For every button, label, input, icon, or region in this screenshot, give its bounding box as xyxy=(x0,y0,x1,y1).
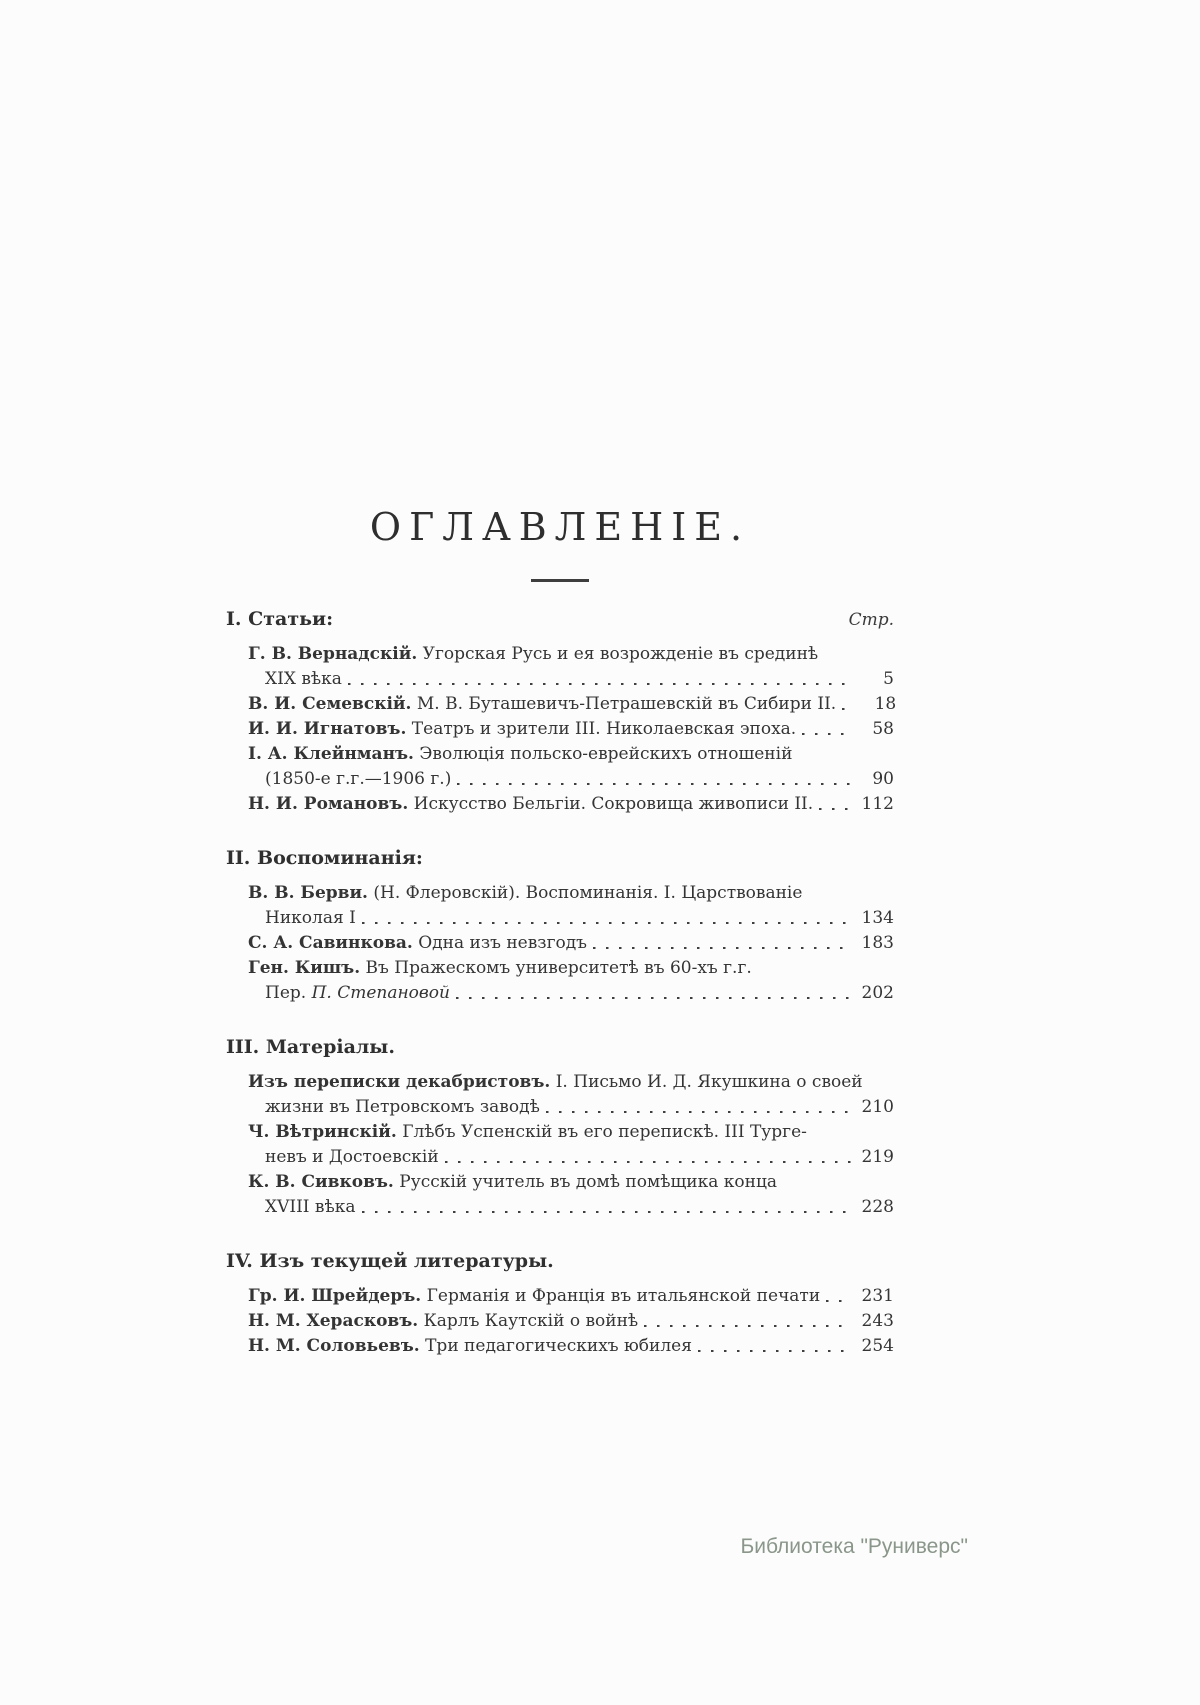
entries-list xyxy=(248,642,897,817)
dot-leader xyxy=(802,733,852,736)
entry-author: I. А. Клейнманъ. xyxy=(248,744,414,764)
entry-title: Русскій учитель въ домѣ помѣщика конца xyxy=(399,1172,778,1192)
entry-title: (Н. Флеровскій). Воспоминанія. I. Царствованіе xyxy=(373,883,803,903)
toc-entry xyxy=(248,1120,894,1170)
entry-text xyxy=(248,1334,692,1359)
entry-text xyxy=(248,792,813,817)
entry-line xyxy=(248,881,894,906)
entry-author: С. А. Савинкова. xyxy=(248,933,413,953)
entry-page-number: 243 xyxy=(861,1311,894,1331)
entry-author: В. В. Берви. xyxy=(248,883,368,903)
toc-entry xyxy=(248,1284,894,1309)
entry-text: невъ и Достоевскій xyxy=(265,1147,439,1167)
entry-line xyxy=(248,1120,894,1145)
section-title: IV. Изъ текущей литературы. xyxy=(226,1250,554,1272)
entry-text: (1850-е г.г.—1906 г.) xyxy=(265,769,452,789)
entry-page-number: 18 xyxy=(874,694,897,714)
entry-text xyxy=(248,692,836,717)
dot-leader xyxy=(362,1211,852,1214)
entry-text xyxy=(248,1284,820,1309)
entries-list xyxy=(248,1284,894,1359)
entry-text xyxy=(248,717,796,742)
entry-page-number: 202 xyxy=(861,983,894,1003)
entry-author: К. В. Сивковъ. xyxy=(248,1172,394,1192)
toc-entry xyxy=(248,1334,894,1359)
entry-page-number: 210 xyxy=(861,1097,894,1117)
toc-entry xyxy=(248,881,894,931)
entry-text: жизни въ Петровскомъ заводѣ xyxy=(265,1097,540,1117)
entry-author: Н. М. Херасковъ. xyxy=(248,1311,419,1331)
title-divider xyxy=(531,579,589,582)
entry-title: Три педагогическихъ юбилея xyxy=(425,1336,692,1356)
entry-line xyxy=(248,1309,894,1334)
dot-leader xyxy=(842,708,854,711)
entry-author: Ген. Кишъ. xyxy=(248,958,361,978)
dot-leader xyxy=(445,1161,852,1164)
entry-author: Н. М. Соловьевъ. xyxy=(248,1336,420,1356)
entry-line xyxy=(248,1334,894,1359)
section-memoirs xyxy=(226,847,894,1006)
entries-list xyxy=(248,881,894,1006)
section-heading-row xyxy=(226,847,894,869)
dot-leader xyxy=(457,783,852,786)
page-column-label: Стр. xyxy=(848,610,894,630)
entry-line xyxy=(248,1170,894,1195)
entry-title: Германія и Франція въ итальянской печати xyxy=(426,1286,821,1306)
entry-line xyxy=(248,1284,894,1309)
section-title: I. Статьи: xyxy=(226,608,334,630)
entry-line xyxy=(248,792,894,817)
entry-text: XVIII вѣка xyxy=(265,1197,356,1217)
entry-line xyxy=(248,767,894,792)
section-title: III. Матеріалы. xyxy=(226,1036,395,1058)
entry-line xyxy=(248,692,897,717)
dot-leader xyxy=(348,683,852,686)
entry-line xyxy=(248,742,894,767)
entry-title: Театръ и зрители III. Николаевская эпоха. xyxy=(411,719,797,739)
entry-line xyxy=(248,667,894,692)
entry-page-number: 219 xyxy=(861,1147,894,1167)
entry-title: Карлъ Каутскій о войнѣ xyxy=(423,1311,639,1331)
entry-line xyxy=(248,1095,894,1120)
entry-line xyxy=(248,1195,894,1220)
dot-leader xyxy=(593,947,852,950)
toc-entry xyxy=(248,956,894,1006)
entry-author: И. И. Игнатовъ. xyxy=(248,719,407,739)
section-current-literature xyxy=(226,1250,894,1359)
entry-text xyxy=(248,931,587,956)
entry-author: Изъ переписки декабристовъ. xyxy=(248,1072,551,1092)
entry-page-number: 112 xyxy=(861,794,894,814)
entry-line xyxy=(248,1145,894,1170)
entry-text xyxy=(248,1309,638,1334)
entry-line xyxy=(248,1070,894,1095)
entry-line xyxy=(248,981,894,1006)
entry-page-number: 228 xyxy=(861,1197,894,1217)
toc-entry xyxy=(248,792,894,817)
entry-line xyxy=(248,906,894,931)
entry-page-number: 231 xyxy=(861,1286,894,1306)
section-articles xyxy=(226,608,897,817)
entry-text xyxy=(248,956,752,981)
entry-title: Искусство Бельгіи. Сокровища живописи II. xyxy=(413,794,814,814)
section-heading-row xyxy=(226,608,894,630)
entry-page-number: 134 xyxy=(861,908,894,928)
entry-text: XIX вѣка xyxy=(265,669,342,689)
dot-leader xyxy=(826,1300,852,1303)
toc-entry xyxy=(248,692,897,717)
entry-title: Одна изъ невзгодъ xyxy=(418,933,587,953)
entry-text xyxy=(265,981,450,1006)
entry-line xyxy=(248,642,894,667)
entry-line xyxy=(248,717,894,742)
entry-title: Эволюція польско-еврейскихъ отношеній xyxy=(419,744,793,764)
dot-leader xyxy=(698,1350,852,1353)
entry-author: Ч. Вѣтринскій. xyxy=(248,1122,397,1142)
entry-author: Г. В. Вернадскій. xyxy=(248,644,418,664)
entry-title: I. Письмо И. Д. Якушкина о своей xyxy=(555,1072,863,1092)
entry-text xyxy=(248,1120,807,1145)
dot-leader xyxy=(362,922,852,925)
translator-prefix: Пер. xyxy=(265,983,307,1003)
toc-entry xyxy=(248,931,894,956)
toc-entry xyxy=(248,717,894,742)
entry-title: Угорская Русь и ея возрожденіе въ срединѣ xyxy=(422,644,819,664)
entry-text xyxy=(248,1170,777,1195)
entry-page-number: 58 xyxy=(872,719,894,739)
table-of-contents xyxy=(226,505,897,1359)
dot-leader xyxy=(456,997,852,1000)
entry-page-number: 183 xyxy=(861,933,894,953)
section-materials xyxy=(226,1036,894,1220)
entry-title: Глѣбъ Успенскій въ его перепискѣ. III Турге- xyxy=(402,1122,807,1142)
entry-text xyxy=(248,881,802,906)
entry-line xyxy=(248,956,894,981)
entry-text xyxy=(248,642,818,667)
entry-title: Въ Пражескомъ университетѣ въ 60-хъ г.г. xyxy=(365,958,752,978)
section-title: II. Воспоминанія: xyxy=(226,847,423,869)
entry-author: Н. И. Романовъ. xyxy=(248,794,409,814)
translator-name: П. Степановой xyxy=(311,983,450,1003)
entry-author: Гр. И. Шрейдеръ. xyxy=(248,1286,422,1306)
entry-line xyxy=(248,931,894,956)
dot-leader xyxy=(546,1111,852,1114)
entry-text xyxy=(248,1070,863,1095)
entries-list xyxy=(248,1070,894,1220)
entry-page-number: 90 xyxy=(872,769,894,789)
entry-page-number: 5 xyxy=(883,669,894,689)
section-heading-row xyxy=(226,1250,894,1272)
toc-entry xyxy=(248,1309,894,1334)
entry-title: М. В. Буташевичъ-Петрашевскій въ Сибири II. xyxy=(416,694,837,714)
entry-text xyxy=(248,742,792,767)
toc-entry xyxy=(248,642,894,692)
toc-entry xyxy=(248,742,894,792)
toc-entry xyxy=(248,1070,894,1120)
dot-leader xyxy=(644,1325,852,1328)
toc-entry xyxy=(248,1170,894,1220)
entry-text: Николая I xyxy=(265,908,356,928)
dot-leader xyxy=(819,808,852,811)
entry-author: В. И. Семевскій. xyxy=(248,694,412,714)
page-title: ОГЛАВЛЕНІЕ. xyxy=(369,505,751,549)
entry-page-number: 254 xyxy=(861,1336,894,1356)
library-watermark: Библиотека "Руниверс" xyxy=(740,1535,968,1558)
section-heading-row xyxy=(226,1036,894,1058)
